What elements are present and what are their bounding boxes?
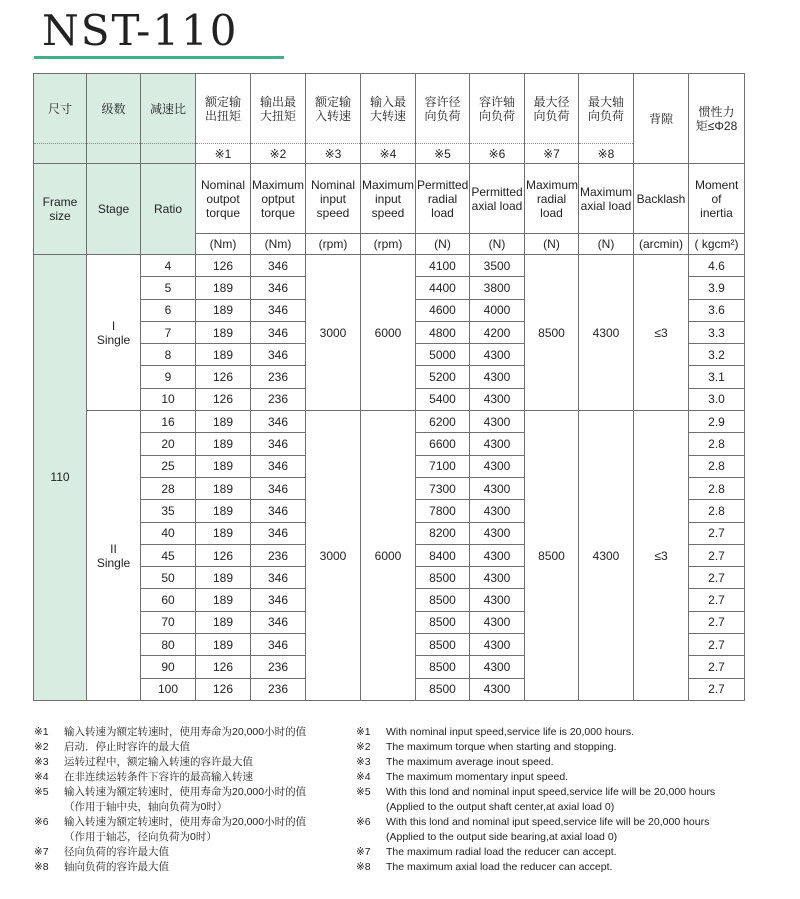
radial-load-cell: 5200 [416,366,470,388]
ratio-cell: 20 [141,433,196,455]
max-radial-cell: 8500 [525,255,579,411]
footnote-text [386,725,776,740]
axial-load-cell: 4300 [470,589,525,611]
axial-load-cell: 4300 [470,678,525,700]
nominal-torque-cell: 189 [196,321,251,343]
inertia-cell: 2.8 [689,433,745,455]
ratio-cell: 100 [141,678,196,700]
footnote-text [386,785,776,815]
nominal-torque-cell: 189 [196,522,251,544]
max-torque-cell: 346 [251,477,306,499]
inertia-cell: 2.8 [689,477,745,499]
footnote-text [64,740,364,755]
header-en-inertia: Moment of inertia [689,164,745,234]
header-en-max-torque: Maximum optput torque [251,164,306,234]
header-en-max-axial: Maximum axial load [579,164,634,234]
axial-load-cell: 4300 [470,567,525,589]
nominal-torque-cell: 189 [196,500,251,522]
inertia-cell: 3.6 [689,299,745,321]
ratio-cell: 50 [141,567,196,589]
max-torque-cell: 346 [251,589,306,611]
nominal-torque-cell: 189 [196,433,251,455]
footnote-text [64,785,364,815]
footnote [34,815,364,845]
header-en-radial-load: Permitted radial load [416,164,470,234]
header-en-axial-load: Permitted axial load [470,164,525,234]
footnote [356,740,776,755]
header-cn-inertia: 惯性力矩≤Φ28 [689,74,745,164]
footnote-main: The maximum average inout speed. [386,756,554,768]
inertia-cell: 3.3 [689,321,745,343]
footnote-main: 启动．停止时容许的最大值 [64,741,190,753]
header-unit-nominal-torque: (Nm) [196,234,251,255]
nominal-torque-cell: 189 [196,567,251,589]
footnote-main: 输入转速为额定转速时，使用寿命为20,000小时的值 [64,786,307,798]
axial-load-cell: 4300 [470,656,525,678]
footnote-mark: ※4 [356,771,371,783]
max-axial-cell: 4300 [579,255,634,411]
footnote-mark: ※7 [356,846,371,858]
max-torque-cell: 346 [251,433,306,455]
max-torque-cell: 346 [251,299,306,321]
ratio-cell: 7 [141,321,196,343]
inertia-cell: 2.7 [689,678,745,700]
header-spacer [141,144,196,164]
max-torque-cell: 346 [251,500,306,522]
nominal-torque-cell: 189 [196,411,251,433]
inertia-cell: 2.7 [689,611,745,633]
ratio-cell: 60 [141,589,196,611]
stage-name: Single [96,332,131,347]
axial-load-cell: 4300 [470,433,525,455]
footnote-text [386,770,776,785]
radial-load-cell: 6200 [416,411,470,433]
max-torque-cell: 236 [251,388,306,410]
max-torque-cell: 346 [251,344,306,366]
inertia-cell: 2.7 [689,522,745,544]
footnote [356,725,776,740]
footnote-main: 轴向负荷的容许最大值 [64,861,169,873]
ratio-cell: 10 [141,388,196,410]
nominal-speed-cell: 3000 [306,411,361,701]
footnote [356,770,776,785]
footnote [34,740,364,755]
radial-load-cell: 8500 [416,567,470,589]
axial-load-cell: 4200 [470,321,525,343]
radial-load-cell: 8500 [416,656,470,678]
nominal-torque-cell: 189 [196,344,251,366]
footnote [356,815,776,845]
footnote [34,785,364,815]
header-unit-max-axial: (N) [579,234,634,255]
footnote-mark: ※8 [34,861,49,873]
radial-load-cell: 8500 [416,634,470,656]
radial-load-cell: 8400 [416,544,470,566]
header-cn-stage: 级数 [87,74,141,144]
header-ref-4: ※4 [361,144,416,164]
max-torque-cell: 346 [251,321,306,343]
max-axial-cell: 4300 [579,411,634,701]
axial-load-cell: 4300 [470,344,525,366]
nominal-speed-cell: 3000 [306,255,361,411]
header-en-max-speed: Maximum input speed [361,164,416,234]
backlash-cell: ≤3 [634,255,689,411]
radial-load-cell: 4100 [416,255,470,277]
nominal-torque-cell: 126 [196,366,251,388]
spec-table [33,73,745,701]
footnote-main: 运转过程中，额定输入转速的容许最大值 [64,756,253,768]
footnote-sub: （作用于轴中央，轴向负荷为0时） [64,801,228,813]
nominal-torque-cell: 126 [196,656,251,678]
ratio-cell: 45 [141,544,196,566]
footnote [34,770,364,785]
footnote-mark: ※5 [356,786,371,798]
footnote-main: With this lond and nominal iput speed,service life will be 20,000 hours [386,816,710,828]
footnote-main: With nominal input speed,service life is 20,000 hours. [386,726,635,738]
inertia-cell: 2.7 [689,589,745,611]
header-cn-nominal-speed: 额定输入转速 [306,74,361,144]
radial-load-cell: 8500 [416,678,470,700]
footnote-sub: （作用于轴芯，径向负荷为0时） [64,831,217,843]
ratio-cell: 4 [141,255,196,277]
footnote [34,755,364,770]
stage-roman: II [110,541,117,556]
header-unit-max-radial: (N) [525,234,579,255]
footnote-mark: ※3 [356,756,371,768]
max-torque-cell: 236 [251,544,306,566]
footnote-text [64,815,364,845]
ratio-cell: 8 [141,344,196,366]
max-torque-cell: 346 [251,634,306,656]
ratio-cell: 6 [141,299,196,321]
ratio-cell: 35 [141,500,196,522]
radial-load-cell: 8500 [416,611,470,633]
radial-load-cell: 4600 [416,299,470,321]
header-en-backlash: Backlash [634,164,689,234]
footnote-mark: ※1 [34,726,49,738]
inertia-cell: 3.0 [689,388,745,410]
header-unit-axial-load: (N) [470,234,525,255]
ratio-cell: 28 [141,477,196,499]
nominal-torque-cell: 126 [196,255,251,277]
radial-load-cell: 8200 [416,522,470,544]
footnote-mark: ※4 [34,771,49,783]
header-cn-max-torque: 输出最大扭矩 [251,74,306,144]
header-spacer [34,144,87,164]
max-radial-cell: 8500 [525,411,579,701]
header-cn-max-speed: 输入最大转速 [361,74,416,144]
footnote-text [64,860,364,875]
nominal-torque-cell: 189 [196,277,251,299]
footnote-text [64,845,364,860]
ratio-cell: 80 [141,634,196,656]
axial-load-cell: 4000 [470,299,525,321]
footnote-sub: (Applied to the output side bearing,at axial load 0) [386,831,618,843]
ratio-cell: 9 [141,366,196,388]
max-torque-cell: 346 [251,611,306,633]
footnote-main: The maximum axial load the reducer can accept. [386,861,613,873]
inertia-cell: 2.7 [689,544,745,566]
max-torque-cell: 346 [251,277,306,299]
stage-cell [87,255,141,411]
footnote [34,725,364,740]
nominal-torque-cell: 189 [196,611,251,633]
header-ref-3: ※3 [306,144,361,164]
ratio-cell: 25 [141,455,196,477]
header-ref-8: ※8 [579,144,634,164]
inertia-cell: 2.8 [689,455,745,477]
footnote-text [64,770,364,785]
axial-load-cell: 4300 [470,411,525,433]
axial-load-cell: 3800 [470,277,525,299]
ratio-cell: 16 [141,411,196,433]
footnote-main: 径向负荷的容许最大值 [64,846,169,858]
radial-load-cell: 4800 [416,321,470,343]
footnote [34,845,364,860]
ratio-cell: 5 [141,277,196,299]
footnote-text [386,860,776,875]
footnote-text [386,740,776,755]
footnote-text [386,845,776,860]
inertia-cell: 2.7 [689,567,745,589]
title-underline [34,56,284,59]
axial-load-cell: 3500 [470,255,525,277]
nominal-torque-cell: 189 [196,455,251,477]
header-cn-radial-load: 容许径向负荷 [416,74,470,144]
nominal-torque-cell: 126 [196,388,251,410]
ratio-cell: 90 [141,656,196,678]
inertia-cell: 3.2 [689,344,745,366]
radial-load-cell: 7300 [416,477,470,499]
header-en-nominal-speed: Nominal input speed [306,164,361,234]
axial-load-cell: 4300 [470,388,525,410]
ratio-cell: 70 [141,611,196,633]
stage-cell [87,411,141,701]
inertia-cell: 3.1 [689,366,745,388]
axial-load-cell: 4300 [470,611,525,633]
radial-load-cell: 7100 [416,455,470,477]
ratio-cell: 40 [141,522,196,544]
footnote-mark: ※2 [356,741,371,753]
axial-load-cell: 4300 [470,455,525,477]
footnote-mark: ※5 [34,786,49,798]
header-en-nominal-torque: Nominal outpot torque [196,164,251,234]
radial-load-cell: 4400 [416,277,470,299]
nominal-torque-cell: 126 [196,544,251,566]
axial-load-cell: 4300 [470,500,525,522]
max-torque-cell: 346 [251,567,306,589]
header-cn-max-radial: 最大径向负荷 [525,74,579,144]
footnote-main: 在非连续运转条件下容许的最高输入转速 [64,771,253,783]
footnote [356,785,776,815]
footnote-sub: (Applied to the output shaft center,at axial load 0) [386,801,615,813]
footnote [34,860,364,875]
footnote-mark: ※6 [356,816,371,828]
header-cn-max-axial: 最大轴向负荷 [579,74,634,144]
footnote-mark: ※8 [356,861,371,873]
radial-load-cell: 5400 [416,388,470,410]
header-cn-frame: 尺寸 [34,74,87,144]
header-en-frame: Frame size [34,164,87,255]
footnotes-english [356,725,776,875]
header-en-ratio: Ratio [141,164,196,255]
axial-load-cell: 4300 [470,522,525,544]
max-torque-cell: 236 [251,366,306,388]
header-unit-radial-load: (N) [416,234,470,255]
footnote [356,845,776,860]
footnote-main: The maximum radial load the reducer can accept. [386,846,617,858]
max-torque-cell: 236 [251,656,306,678]
header-unit-nominal-speed: (rpm) [306,234,361,255]
axial-load-cell: 4300 [470,544,525,566]
footnote [356,755,776,770]
footnote-main: The maximum torque when starting and stopping. [386,741,617,753]
header-cn-nominal-torque: 额定输出扭矩 [196,74,251,144]
footnote-text [386,755,776,770]
max-torque-cell: 346 [251,255,306,277]
header-cn-ratio: 减速比 [141,74,196,144]
header-en-stage: Stage [87,164,141,255]
nominal-torque-cell: 189 [196,477,251,499]
footnote-mark: ※7 [34,846,49,858]
stage-name: Single [96,555,131,570]
inertia-cell: 2.8 [689,500,745,522]
header-en-max-radial: Maximum radial load [525,164,579,234]
inertia-cell: 2.7 [689,656,745,678]
header-unit-max-torque: (Nm) [251,234,306,255]
header-ref-6: ※6 [470,144,525,164]
stage-roman: I [111,318,116,333]
footnote-main: The maximum momentary input speed. [386,771,569,783]
max-speed-cell: 6000 [361,255,416,411]
footnote-text [64,755,364,770]
axial-load-cell: 4300 [470,477,525,499]
max-torque-cell: 346 [251,455,306,477]
inertia-cell: 2.9 [689,411,745,433]
axial-load-cell: 4300 [470,366,525,388]
backlash-cell: ≤3 [634,411,689,701]
frame-size-cell: 110 [34,255,87,701]
footnote-mark: ※3 [34,756,49,768]
header-ref-5: ※5 [416,144,470,164]
nominal-torque-cell: 189 [196,299,251,321]
header-ref-2: ※2 [251,144,306,164]
max-speed-cell: 6000 [361,411,416,701]
inertia-cell: 2.7 [689,634,745,656]
nominal-torque-cell: 189 [196,589,251,611]
axial-load-cell: 4300 [470,634,525,656]
header-spacer [87,144,141,164]
nominal-torque-cell: 126 [196,678,251,700]
header-cn-backlash: 背隙 [634,74,689,164]
footnote-main: 输入转速为额定转速时，使用寿命为20,000小时的值 [64,726,307,738]
inertia-cell: 3.9 [689,277,745,299]
footnote-mark: ※1 [356,726,371,738]
max-torque-cell: 236 [251,678,306,700]
header-ref-1: ※1 [196,144,251,164]
table-row [34,255,745,277]
header-unit-inertia: ( kgcm²) [689,234,745,255]
header-unit-backlash: (arcmin) [634,234,689,255]
footnote-mark: ※2 [34,741,49,753]
max-torque-cell: 346 [251,522,306,544]
footnote-text [64,725,364,740]
radial-load-cell: 7800 [416,500,470,522]
footnotes-chinese [34,725,364,875]
page-title: NST-110 [42,6,239,55]
table-row [34,411,745,433]
radial-load-cell: 6600 [416,433,470,455]
footnote-text [386,815,776,845]
footnote [356,860,776,875]
header-unit-max-speed: (rpm) [361,234,416,255]
radial-load-cell: 8500 [416,589,470,611]
footnote-main: With this lond and nominal input speed,service life will be 20,000 hours [386,786,716,798]
max-torque-cell: 346 [251,411,306,433]
nominal-torque-cell: 189 [196,634,251,656]
header-ref-7: ※7 [525,144,579,164]
footnote-mark: ※6 [34,816,49,828]
footnote-main: 输入转速为额定转速时，使用寿命为20,000小时的值 [64,816,307,828]
inertia-cell: 4.6 [689,255,745,277]
radial-load-cell: 5000 [416,344,470,366]
header-cn-axial-load: 容许轴向负荷 [470,74,525,144]
